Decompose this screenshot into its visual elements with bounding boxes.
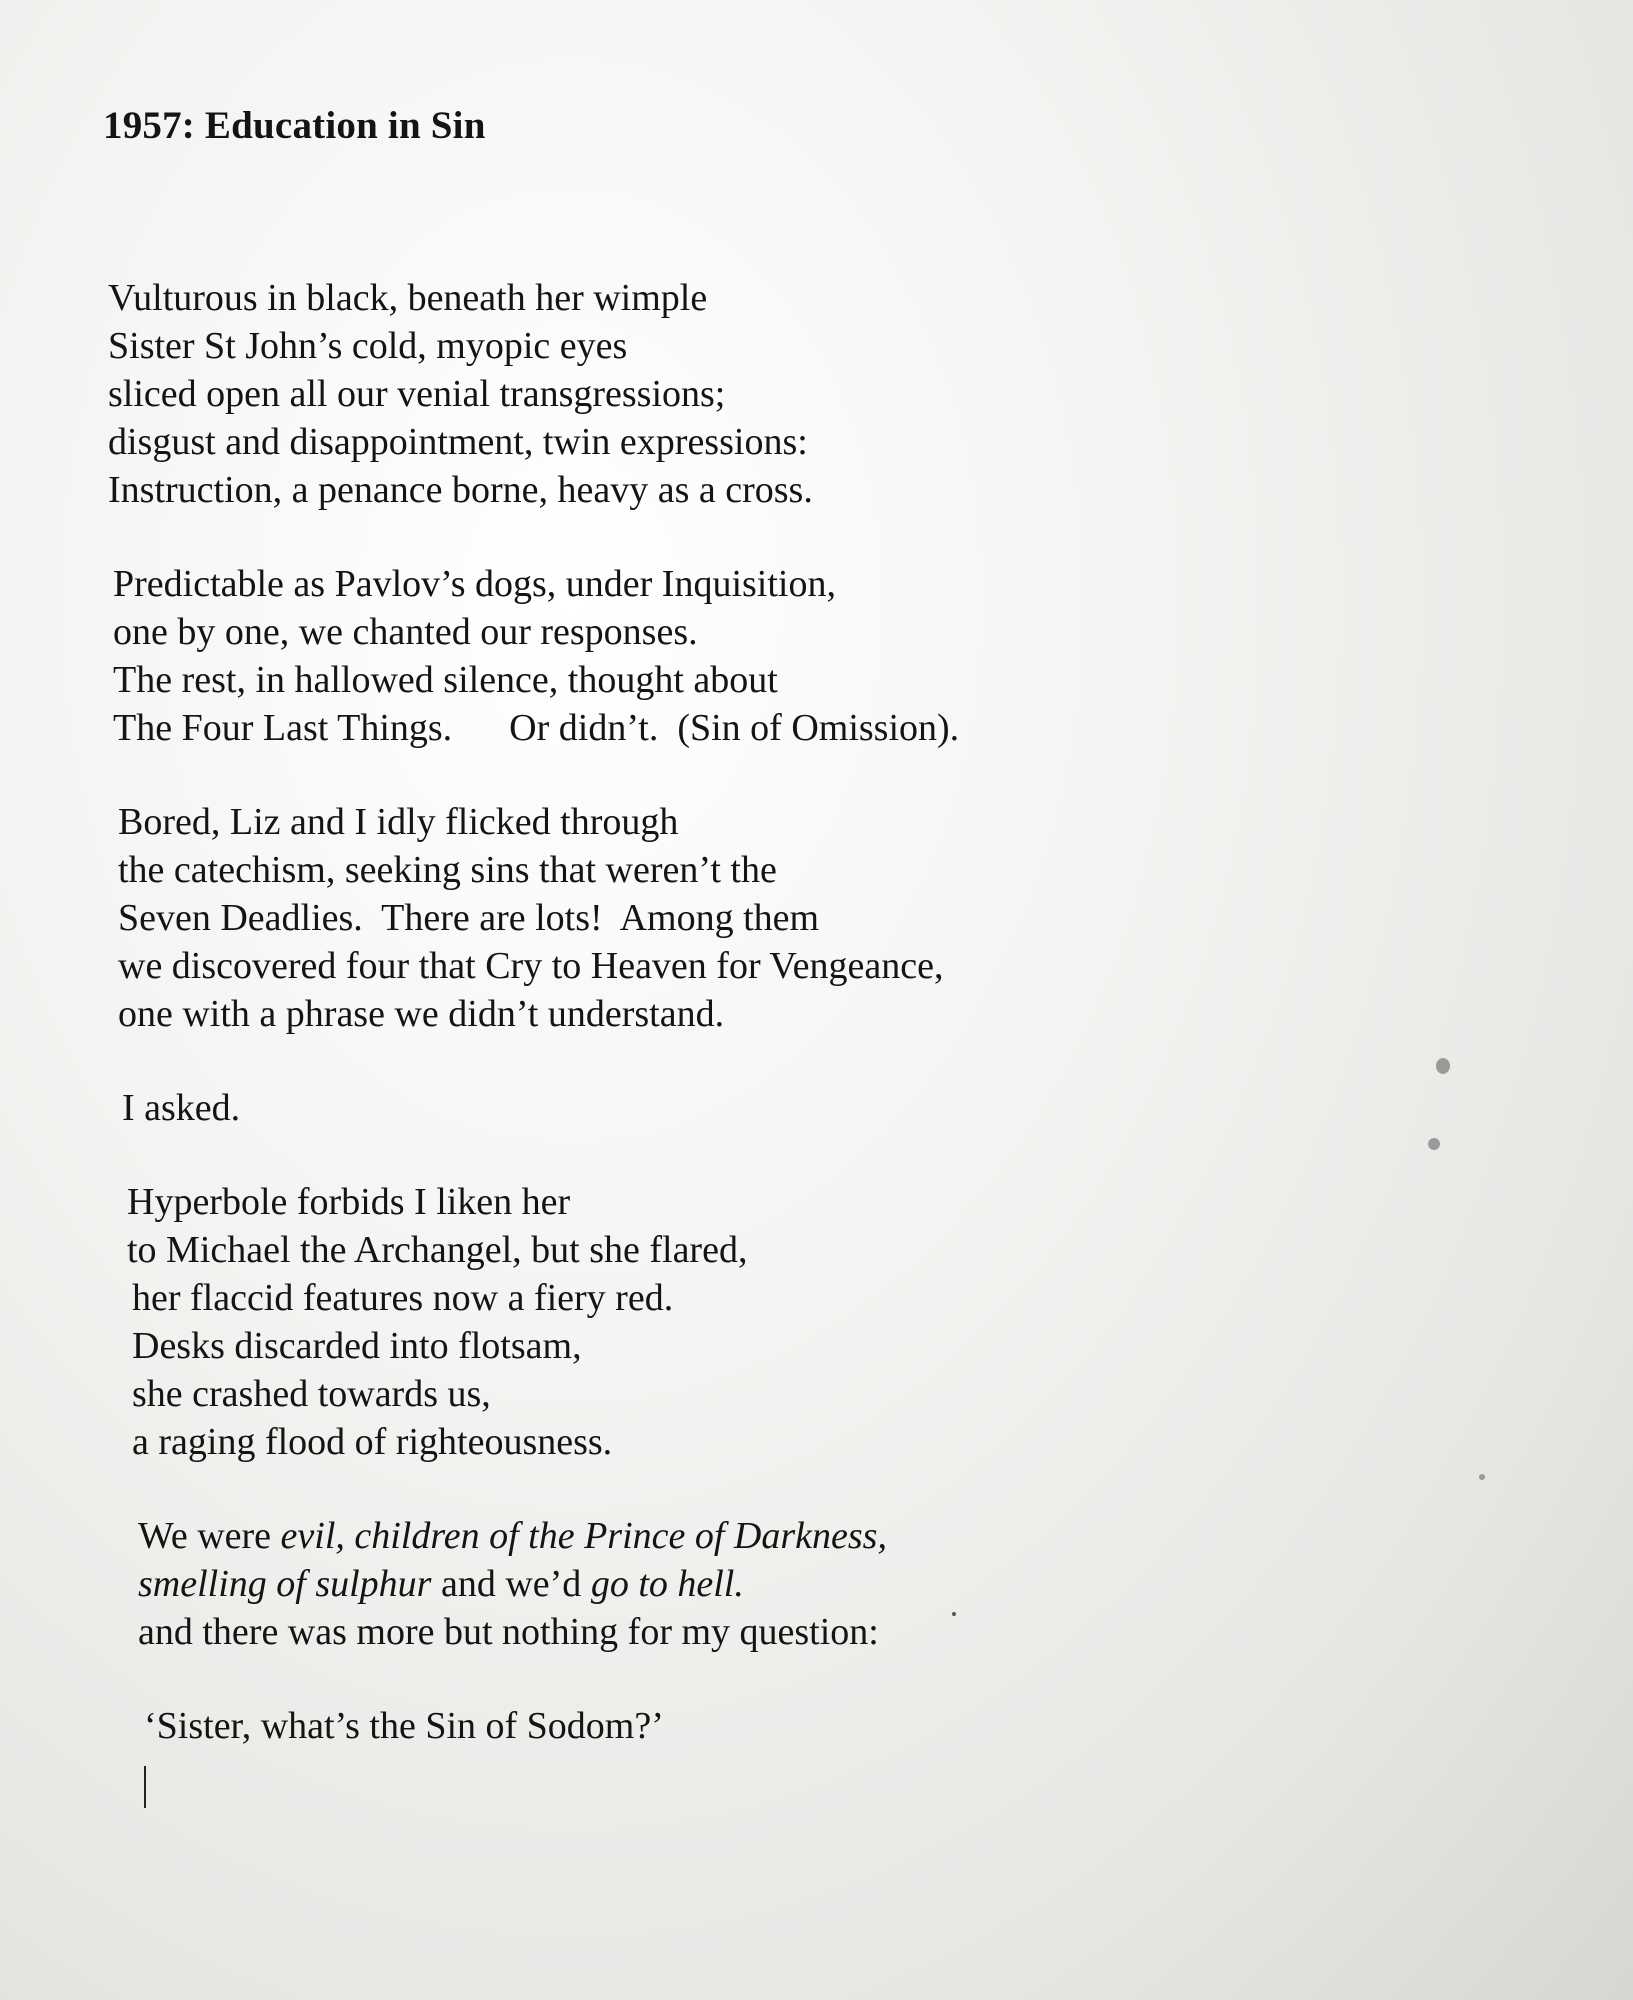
poem-line: Instruction, a penance borne, heavy as a cross. (108, 469, 813, 511)
poem-line (138, 1512, 1308, 1560)
poem-line: Predictable as Pavlov’s dogs, under Inquisition, (113, 563, 836, 605)
stanza-4 (108, 1084, 1308, 1132)
poem-line: Vulturous in black, beneath her wimple (108, 277, 708, 319)
italic-text: evil, children of the Prince of Darkness, (280, 1515, 887, 1557)
stanza-1 (108, 274, 1308, 514)
poem-line: Seven Deadlies. There are lots! Among them (118, 897, 820, 939)
poem-line: a raging flood of righteousness. (132, 1421, 613, 1463)
poem-line: one by one, we chanted our responses. (113, 611, 698, 653)
poem-line: Hyperbole forbids I liken her (127, 1181, 571, 1223)
poem-line: we discovered four that Cry to Heaven for Vengeance, (118, 945, 944, 987)
stanza-6 (108, 1512, 1308, 1656)
screen-speck (1436, 1058, 1450, 1074)
poem-title: 1957: Education in Sin (103, 104, 486, 147)
poem-line: disgust and disappointment, twin expressions: (108, 421, 808, 463)
poem-line: Sister St John’s cold, myopic eyes (108, 325, 628, 367)
poem-line: I asked. (122, 1087, 241, 1129)
italic-text: smelling of sulphur (138, 1563, 432, 1605)
stanza-5 (108, 1178, 1308, 1466)
poem-line: ‘Sister, what’s the Sin of Sodom?’ (144, 1705, 664, 1747)
line-text: and we’d (431, 1563, 591, 1605)
line-text: We were (138, 1515, 281, 1557)
stanza-7 (108, 1702, 1308, 1750)
poem-line: The rest, in hallowed silence, thought about (113, 659, 778, 701)
screen-speck (952, 1612, 956, 1616)
poem-line: Bored, Liz and I idly flicked through (118, 801, 679, 843)
poem-line: the catechism, seeking sins that weren’t the (118, 849, 777, 891)
italic-text: go to hell. (590, 1563, 744, 1605)
stanza-3 (108, 798, 1308, 1038)
poem-line: The Four Last Things. Or didn’t. (Sin of Omission). (113, 707, 960, 749)
poem-body (108, 274, 1308, 1796)
poem-line: her flaccid features now a fiery red. (132, 1277, 674, 1319)
screen-speck (1428, 1138, 1440, 1150)
poem-line (138, 1560, 1308, 1608)
stanza-2 (108, 560, 1308, 752)
text-cursor (144, 1766, 146, 1808)
poem-line: and there was more but nothing for my question: (138, 1611, 879, 1653)
poem-line: Desks discarded into flotsam, (132, 1325, 582, 1367)
poem-line: she crashed towards us, (132, 1373, 491, 1415)
poem-line: to Michael the Archangel, but she flared, (127, 1229, 748, 1271)
screen-speck (1479, 1474, 1485, 1480)
poem-line: one with a phrase we didn’t understand. (118, 993, 725, 1035)
poem-line: sliced open all our venial transgressions; (108, 373, 726, 415)
